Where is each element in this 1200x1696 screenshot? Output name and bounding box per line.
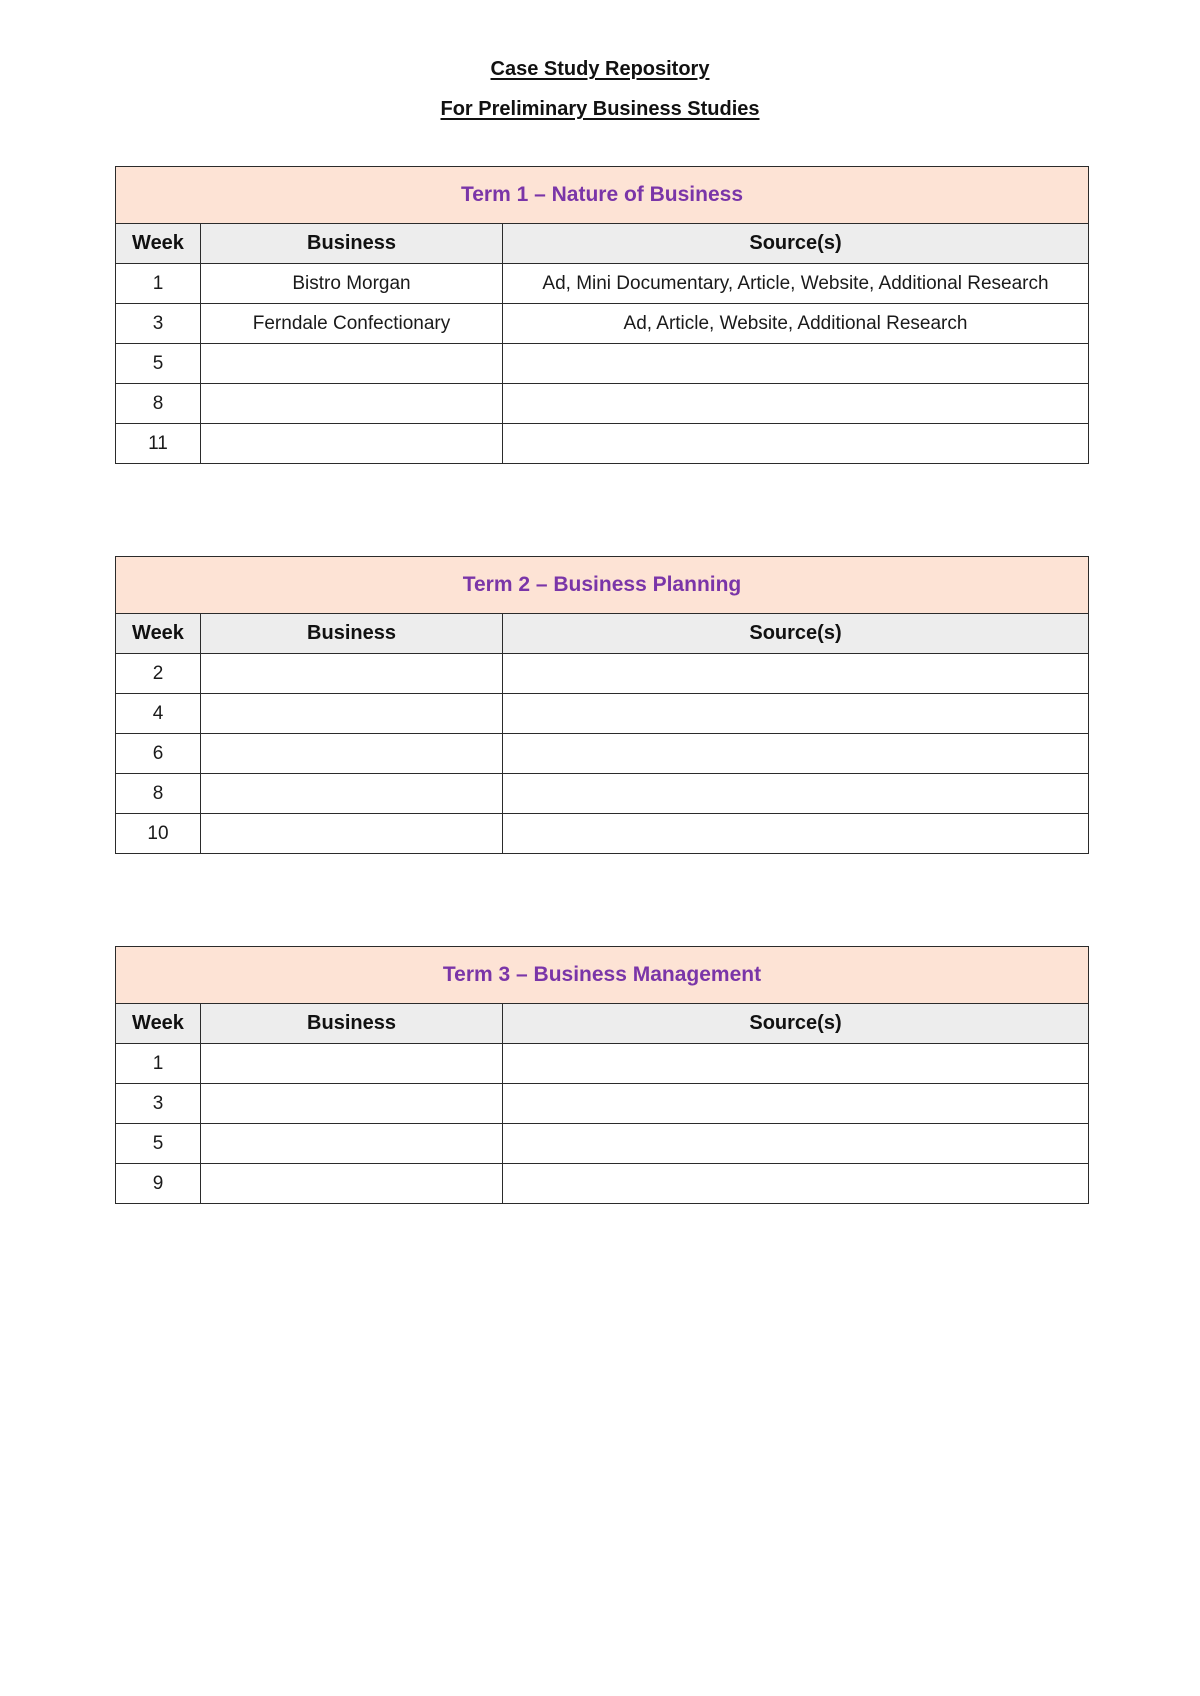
sources-column-header: Source(s): [503, 1004, 1089, 1044]
sources-cell[interactable]: [503, 774, 1089, 814]
business-column-header: Business: [201, 614, 503, 654]
document-header: [0, 55, 1200, 123]
table-row: [116, 304, 1089, 344]
business-cell[interactable]: [201, 384, 503, 424]
column-header-row: [116, 224, 1089, 264]
week-cell: 4: [116, 694, 201, 734]
business-cell[interactable]: [201, 654, 503, 694]
sources-cell[interactable]: [503, 1164, 1089, 1204]
business-cell[interactable]: [201, 734, 503, 774]
sources-cell[interactable]: [503, 654, 1089, 694]
week-cell: 11: [116, 424, 201, 464]
term-3-table: [115, 946, 1089, 1204]
week-cell: 10: [116, 814, 201, 854]
table-row: [116, 1044, 1089, 1084]
table-row: [116, 1084, 1089, 1124]
business-column-header: Business: [201, 1004, 503, 1044]
sources-column-header: Source(s): [503, 224, 1089, 264]
table-row: [116, 734, 1089, 774]
business-column-header: Business: [201, 224, 503, 264]
sources-cell[interactable]: Ad, Mini Documentary, Article, Website, Additional Research: [503, 264, 1089, 304]
week-cell: 3: [116, 1084, 201, 1124]
business-cell[interactable]: [201, 774, 503, 814]
table-row: [116, 1124, 1089, 1164]
sources-cell[interactable]: [503, 734, 1089, 774]
column-header-row: [116, 1004, 1089, 1044]
term-heading: Term 1 – Nature of Business: [116, 167, 1089, 224]
sources-cell[interactable]: [503, 424, 1089, 464]
table-row: [116, 384, 1089, 424]
week-cell: 8: [116, 384, 201, 424]
sources-cell[interactable]: Ad, Article, Website, Additional Research: [503, 304, 1089, 344]
document-subtitle: For Preliminary Business Studies: [440, 98, 760, 120]
term-2-table: [115, 556, 1089, 854]
week-cell: 9: [116, 1164, 201, 1204]
week-column-header: Week: [116, 224, 201, 264]
term-heading-row: [116, 947, 1089, 1004]
week-cell: 5: [116, 1124, 201, 1164]
week-cell: 5: [116, 344, 201, 384]
business-cell[interactable]: Bistro Morgan: [201, 264, 503, 304]
week-cell: 1: [116, 1044, 201, 1084]
business-cell[interactable]: [201, 424, 503, 464]
sources-cell[interactable]: [503, 694, 1089, 734]
table-row: [116, 814, 1089, 854]
week-cell: 3: [116, 304, 201, 344]
business-cell[interactable]: [201, 1124, 503, 1164]
term-1-table: [115, 166, 1089, 464]
term-heading-row: [116, 167, 1089, 224]
business-cell[interactable]: [201, 344, 503, 384]
business-cell[interactable]: [201, 1164, 503, 1204]
business-cell[interactable]: Ferndale Confectionary: [201, 304, 503, 344]
sources-cell[interactable]: [503, 1124, 1089, 1164]
table-row: [116, 344, 1089, 384]
table-row: [116, 264, 1089, 304]
business-cell[interactable]: [201, 814, 503, 854]
week-cell: 1: [116, 264, 201, 304]
sources-cell[interactable]: [503, 344, 1089, 384]
table-row: [116, 654, 1089, 694]
table-row: [116, 1164, 1089, 1204]
business-cell[interactable]: [201, 694, 503, 734]
document-title: Case Study Repository: [490, 58, 710, 80]
table-row: [116, 774, 1089, 814]
week-cell: 6: [116, 734, 201, 774]
week-column-header: Week: [116, 1004, 201, 1044]
sources-cell[interactable]: [503, 1084, 1089, 1124]
business-cell[interactable]: [201, 1044, 503, 1084]
sources-cell[interactable]: [503, 384, 1089, 424]
table-row: [116, 424, 1089, 464]
term-heading: Term 2 – Business Planning: [116, 557, 1089, 614]
term-heading-row: [116, 557, 1089, 614]
table-row: [116, 694, 1089, 734]
business-cell[interactable]: [201, 1084, 503, 1124]
term-heading: Term 3 – Business Management: [116, 947, 1089, 1004]
week-cell: 8: [116, 774, 201, 814]
sources-cell[interactable]: [503, 814, 1089, 854]
column-header-row: [116, 614, 1089, 654]
sources-cell[interactable]: [503, 1044, 1089, 1084]
week-column-header: Week: [116, 614, 201, 654]
week-cell: 2: [116, 654, 201, 694]
sources-column-header: Source(s): [503, 614, 1089, 654]
